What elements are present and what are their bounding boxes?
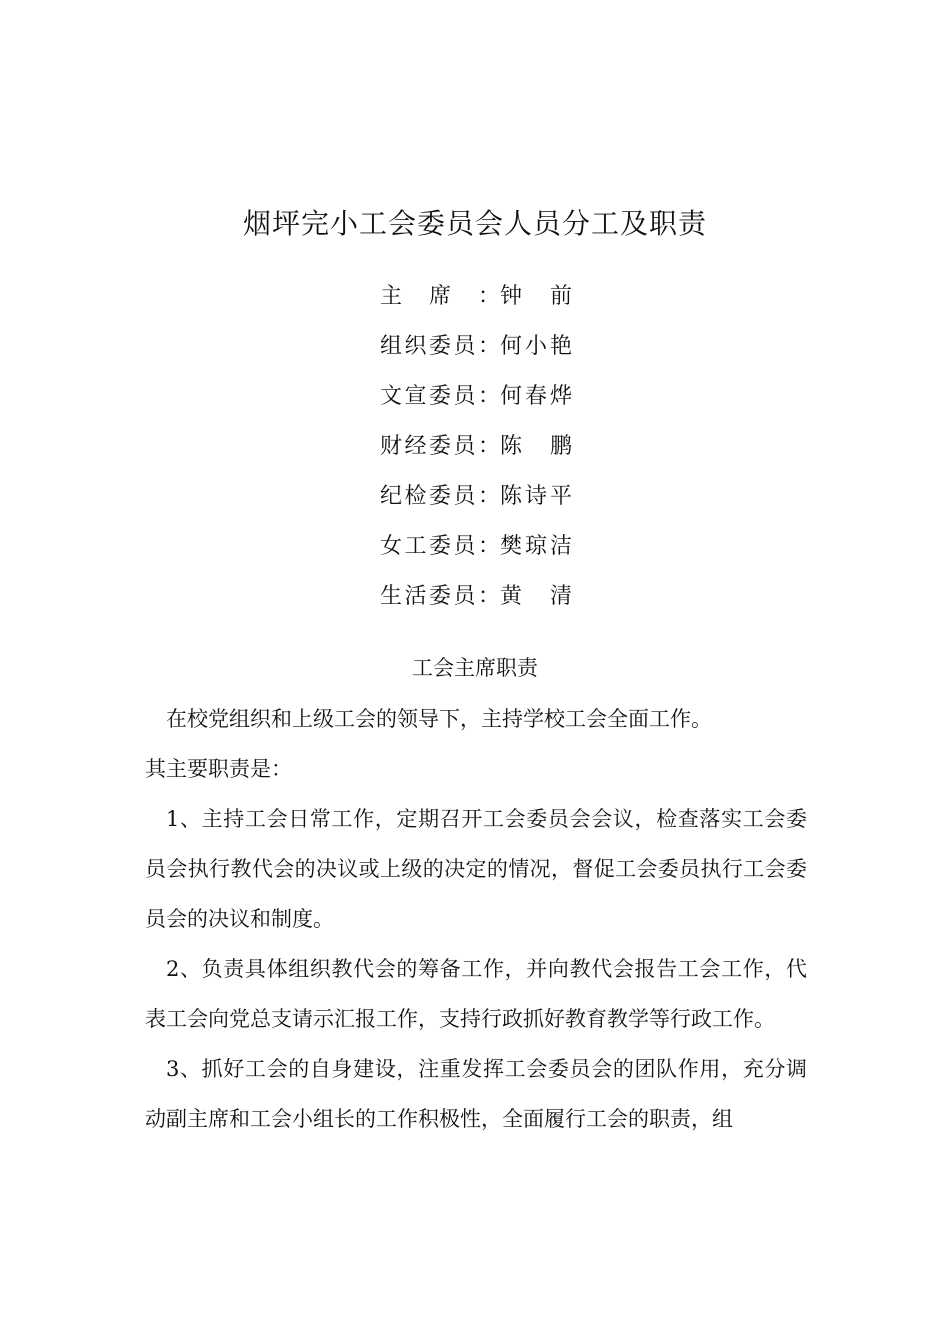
paragraph: 其主要职责是：: [145, 757, 292, 781]
roster-row-women: [380, 522, 640, 572]
roster-row-organization: [380, 322, 640, 372]
roster-role: 纪检委员：: [380, 484, 500, 509]
roster-role: 文宣委员：: [380, 384, 500, 409]
roster-name: 陈诗平: [500, 484, 572, 509]
roster-name: 何小艳: [500, 334, 572, 359]
roster-role: 主席：: [380, 284, 500, 309]
roster-role: 组织委员：: [380, 334, 500, 359]
paragraph: 3、抓好工会的自身建设，注重发挥工会委员会的团队作用，充分调动副主席和工会小组长的工作积极性，全面履行工会的职责，组: [145, 1057, 807, 1131]
roster-role: 生活委员：: [380, 584, 500, 609]
paragraph: 2、负责具体组织教代会的筹备工作，并向教代会报告工会工作，代表工会向党总支请示汇报工作，支持行政抓好教育教学等行政工作。: [145, 957, 807, 1031]
roster-name: 何春烨: [500, 384, 572, 409]
roster-name: 陈鹏: [500, 434, 572, 459]
section-heading: 工会主席职责: [412, 656, 538, 680]
roster-row-welfare: [380, 572, 640, 622]
body-text: [145, 694, 807, 1144]
roster-row-finance: [380, 422, 640, 472]
roster-role: 女工委员：: [380, 534, 500, 559]
paragraph: 1、主持工会日常工作，定期召开工会委员会会议，检查落实工会委员会执行教代会的决议或上级的决定的情况，督促工会委员执行工会委员会的决议和制度。: [145, 807, 807, 931]
paragraph: 在校党组织和上级工会的领导下，主持学校工会全面工作。: [166, 707, 712, 731]
roster-row-chair: [380, 272, 640, 322]
document-title: 烟坪完小工会委员会人员分工及职责: [242, 207, 707, 240]
roster-row-discipline: [380, 472, 640, 522]
roster-name: 钟前: [500, 284, 572, 309]
roster-row-publicity: [380, 372, 640, 422]
roster-name: 黄清: [500, 584, 572, 609]
roster-role: 财经委员：: [380, 434, 500, 459]
roster-name: 樊琼洁: [500, 534, 572, 559]
committee-roster: [380, 272, 640, 622]
